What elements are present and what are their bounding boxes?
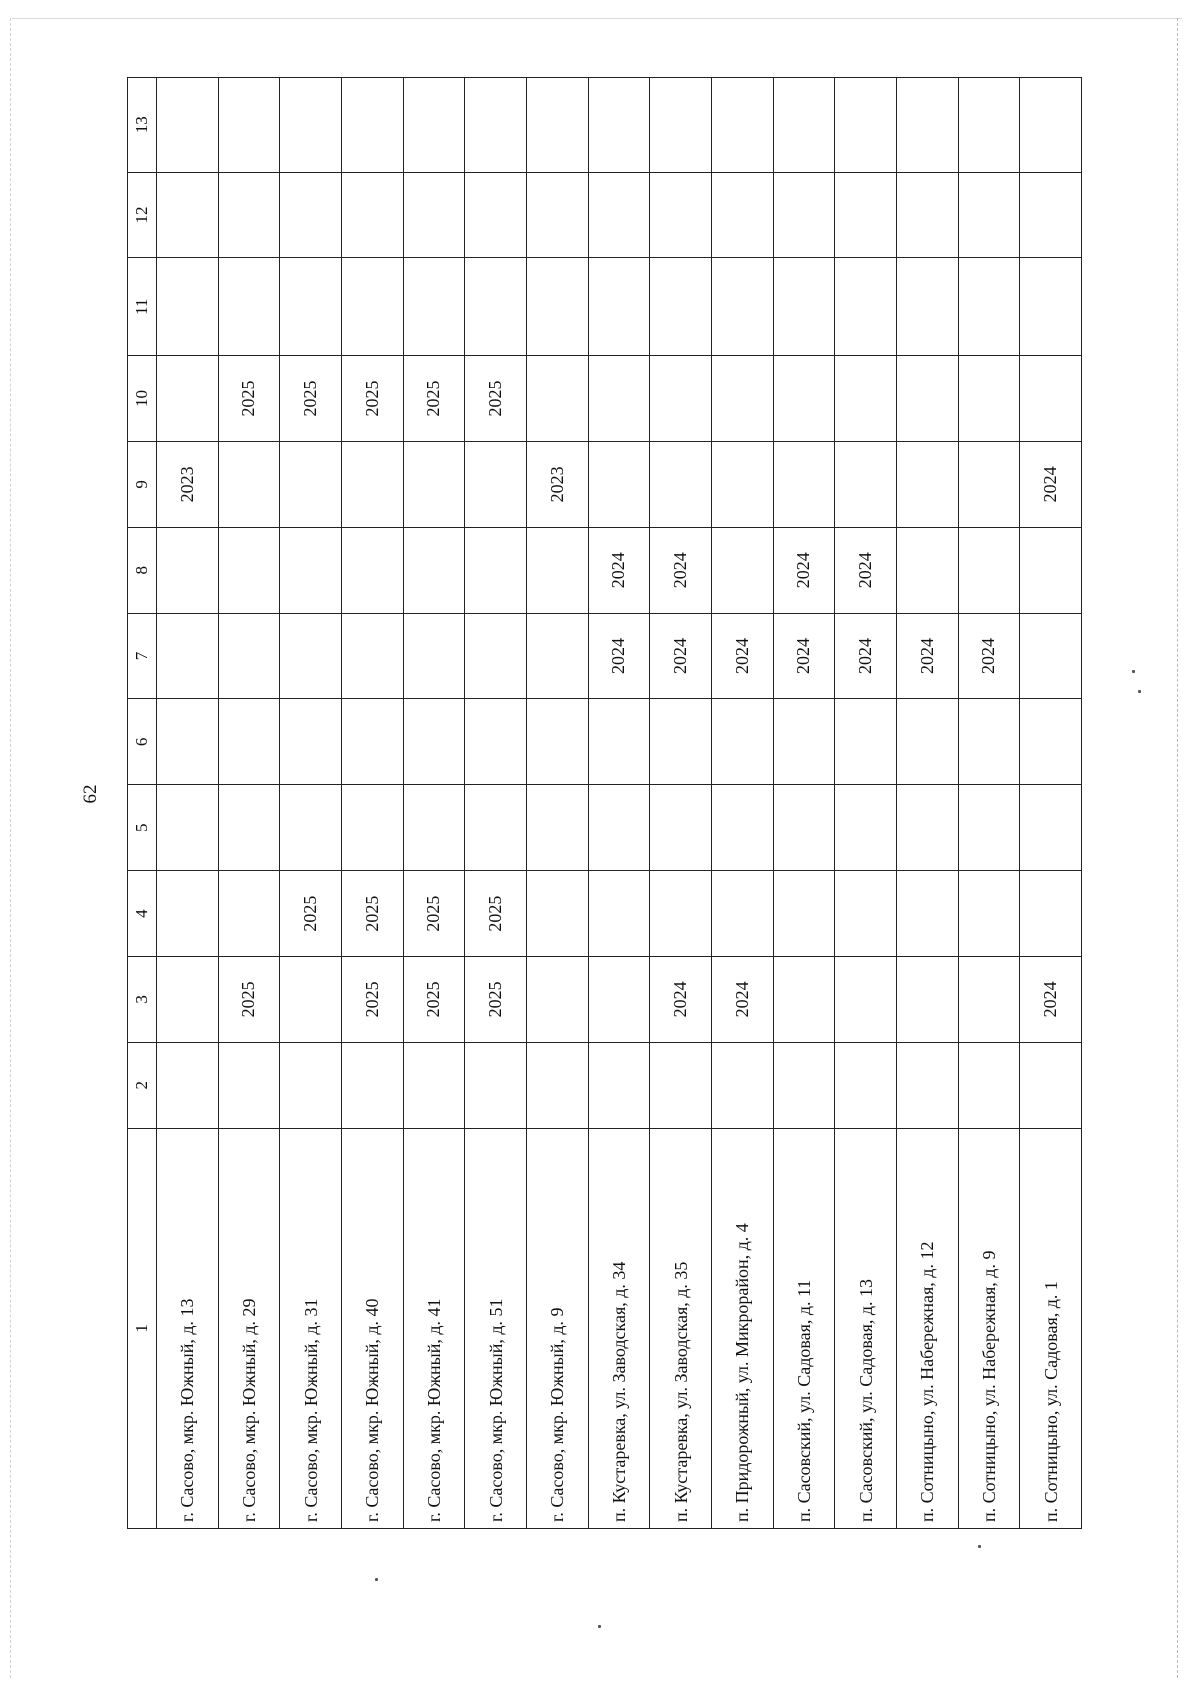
year-cell xyxy=(1020,1042,1082,1128)
address-cell: г. Сасово, мкр. Южный, д. 31 xyxy=(280,1128,342,1528)
year-cell: 2025 xyxy=(341,957,403,1043)
year-cell xyxy=(526,785,588,871)
year-cell xyxy=(650,871,712,957)
year-cell: 2025 xyxy=(280,356,342,442)
year-cell xyxy=(711,172,773,258)
year-cell xyxy=(1020,78,1082,173)
year-cell xyxy=(157,258,219,356)
year-cell xyxy=(773,356,835,442)
column-header: 9 xyxy=(128,441,157,527)
year-cell: 2024 xyxy=(958,613,1020,699)
address-cell: п. Придорожный, ул. Микрорайон, д. 4 xyxy=(711,1128,773,1528)
year-cell xyxy=(157,785,219,871)
year-cell xyxy=(526,871,588,957)
year-cell xyxy=(650,356,712,442)
year-cell xyxy=(526,527,588,613)
year-cell xyxy=(403,699,465,785)
table-row xyxy=(280,78,342,1529)
year-cell xyxy=(157,172,219,258)
year-cell xyxy=(773,258,835,356)
year-cell xyxy=(711,871,773,957)
year-cell xyxy=(341,613,403,699)
address-cell: г. Сасово, мкр. Южный, д. 41 xyxy=(403,1128,465,1528)
year-cell xyxy=(896,871,958,957)
year-cell xyxy=(588,78,650,173)
year-cell xyxy=(157,527,219,613)
year-cell xyxy=(526,613,588,699)
year-cell xyxy=(588,699,650,785)
table-row xyxy=(835,78,897,1529)
address-cell: г. Сасово, мкр. Южный, д. 29 xyxy=(218,1128,280,1528)
year-cell: 2025 xyxy=(218,957,280,1043)
scan-border-left xyxy=(10,18,11,1678)
year-cell xyxy=(465,527,527,613)
year-cell xyxy=(526,172,588,258)
year-cell xyxy=(650,258,712,356)
year-cell xyxy=(711,699,773,785)
table-body xyxy=(157,78,1082,1529)
year-cell: 2024 xyxy=(835,527,897,613)
year-cell xyxy=(526,699,588,785)
year-cell xyxy=(773,78,835,173)
year-cell xyxy=(958,78,1020,173)
year-cell xyxy=(218,613,280,699)
year-cell xyxy=(341,172,403,258)
year-cell: 2025 xyxy=(280,871,342,957)
column-header: 12 xyxy=(128,172,157,258)
year-cell xyxy=(773,871,835,957)
year-cell xyxy=(588,356,650,442)
year-cell xyxy=(341,441,403,527)
year-cell: 2025 xyxy=(341,356,403,442)
year-cell: 2025 xyxy=(403,356,465,442)
column-header: 4 xyxy=(128,871,157,957)
year-cell xyxy=(835,356,897,442)
scan-border-top xyxy=(12,18,1182,19)
address-cell: г. Сасово, мкр. Южный, д. 13 xyxy=(157,1128,219,1528)
year-cell xyxy=(896,356,958,442)
year-cell xyxy=(403,258,465,356)
year-cell xyxy=(465,258,527,356)
table-row xyxy=(465,78,527,1529)
year-cell xyxy=(341,785,403,871)
year-cell xyxy=(157,613,219,699)
year-cell xyxy=(465,172,527,258)
year-cell xyxy=(588,172,650,258)
scan-speck xyxy=(1132,670,1135,673)
column-header: 13 xyxy=(128,78,157,173)
table-row xyxy=(958,78,1020,1529)
table-row xyxy=(403,78,465,1529)
year-cell xyxy=(1020,527,1082,613)
column-header: 10 xyxy=(128,356,157,442)
year-cell xyxy=(958,1042,1020,1128)
year-cell xyxy=(280,1042,342,1128)
year-cell xyxy=(526,1042,588,1128)
year-cell xyxy=(650,785,712,871)
year-cell: 2024 xyxy=(896,613,958,699)
year-cell: 2025 xyxy=(403,871,465,957)
table-row xyxy=(896,78,958,1529)
year-cell xyxy=(465,78,527,173)
year-cell: 2024 xyxy=(588,613,650,699)
year-cell xyxy=(403,78,465,173)
year-cell xyxy=(218,258,280,356)
year-cell: 2024 xyxy=(711,957,773,1043)
year-cell: 2023 xyxy=(157,441,219,527)
page-number: 62 xyxy=(80,784,101,804)
year-cell xyxy=(465,613,527,699)
table-row xyxy=(526,78,588,1529)
address-cell: п. Сасовский, ул. Садовая, д. 11 xyxy=(773,1128,835,1528)
table-row xyxy=(1020,78,1082,1529)
year-cell xyxy=(835,258,897,356)
year-cell xyxy=(711,441,773,527)
column-header: 1 xyxy=(128,1128,157,1528)
year-cell: 2025 xyxy=(403,957,465,1043)
year-cell xyxy=(280,699,342,785)
year-cell xyxy=(588,871,650,957)
year-cell xyxy=(588,441,650,527)
column-header: 7 xyxy=(128,613,157,699)
year-cell: 2024 xyxy=(711,613,773,699)
year-cell xyxy=(896,699,958,785)
table-row xyxy=(588,78,650,1529)
column-header: 2 xyxy=(128,1042,157,1128)
year-cell xyxy=(958,258,1020,356)
year-cell xyxy=(526,78,588,173)
year-cell xyxy=(157,356,219,442)
year-cell xyxy=(465,699,527,785)
year-cell xyxy=(650,1042,712,1128)
address-cell: п. Сотницыно, ул. Набережная, д. 9 xyxy=(958,1128,1020,1528)
year-cell xyxy=(1020,258,1082,356)
year-cell xyxy=(650,441,712,527)
address-cell: г. Сасово, мкр. Южный, д. 40 xyxy=(341,1128,403,1528)
year-cell: 2024 xyxy=(650,527,712,613)
schedule-table xyxy=(127,77,1082,1529)
year-cell xyxy=(711,1042,773,1128)
year-cell xyxy=(958,871,1020,957)
year-cell xyxy=(403,613,465,699)
year-cell xyxy=(403,172,465,258)
year-cell xyxy=(157,957,219,1043)
year-cell xyxy=(341,699,403,785)
year-cell xyxy=(1020,356,1082,442)
year-cell xyxy=(341,527,403,613)
year-cell xyxy=(711,258,773,356)
column-header: 6 xyxy=(128,699,157,785)
year-cell xyxy=(773,957,835,1043)
address-cell: г. Сасово, мкр. Южный, д. 51 xyxy=(465,1128,527,1528)
year-cell xyxy=(835,871,897,957)
year-cell xyxy=(896,172,958,258)
year-cell xyxy=(773,785,835,871)
year-cell: 2024 xyxy=(588,527,650,613)
year-cell xyxy=(896,957,958,1043)
year-cell xyxy=(403,527,465,613)
year-cell xyxy=(835,441,897,527)
year-cell xyxy=(835,785,897,871)
year-cell xyxy=(341,78,403,173)
year-cell xyxy=(958,527,1020,613)
year-cell xyxy=(711,78,773,173)
year-cell xyxy=(218,527,280,613)
scan-speck xyxy=(1138,690,1141,693)
address-cell: п. Сотницыно, ул. Садовая, д. 1 xyxy=(1020,1128,1082,1528)
year-cell xyxy=(650,699,712,785)
year-cell xyxy=(1020,785,1082,871)
year-cell xyxy=(835,78,897,173)
year-cell: 2024 xyxy=(650,613,712,699)
year-cell xyxy=(1020,172,1082,258)
year-cell xyxy=(711,527,773,613)
year-cell: 2024 xyxy=(1020,441,1082,527)
header-row xyxy=(128,78,157,1529)
year-cell xyxy=(218,441,280,527)
year-cell xyxy=(341,258,403,356)
year-cell xyxy=(711,356,773,442)
rotated-table-wrapper xyxy=(127,77,1082,1529)
year-cell xyxy=(218,785,280,871)
year-cell xyxy=(835,172,897,258)
year-cell xyxy=(588,957,650,1043)
year-cell xyxy=(157,871,219,957)
year-cell xyxy=(588,785,650,871)
scan-speck xyxy=(375,1578,378,1581)
year-cell xyxy=(958,957,1020,1043)
year-cell xyxy=(341,1042,403,1128)
year-cell xyxy=(218,172,280,258)
table-row xyxy=(711,78,773,1529)
table-row xyxy=(218,78,280,1529)
year-cell xyxy=(711,785,773,871)
year-cell xyxy=(465,1042,527,1128)
year-cell xyxy=(958,785,1020,871)
address-cell: п. Сотницыно, ул. Набережная, д. 12 xyxy=(896,1128,958,1528)
address-cell: г. Сасово, мкр. Южный, д. 9 xyxy=(526,1128,588,1528)
year-cell xyxy=(896,258,958,356)
year-cell xyxy=(526,258,588,356)
address-cell: п. Кустаревка, ул. Заводская, д. 34 xyxy=(588,1128,650,1528)
year-cell: 2024 xyxy=(650,957,712,1043)
year-cell xyxy=(835,1042,897,1128)
table-row xyxy=(157,78,219,1529)
year-cell xyxy=(218,871,280,957)
year-cell xyxy=(280,172,342,258)
year-cell xyxy=(835,957,897,1043)
year-cell: 2025 xyxy=(465,957,527,1043)
year-cell xyxy=(465,441,527,527)
year-cell xyxy=(526,957,588,1043)
scan-speck xyxy=(978,1545,981,1548)
year-cell xyxy=(773,699,835,785)
table-row xyxy=(341,78,403,1529)
table-row xyxy=(773,78,835,1529)
year-cell: 2023 xyxy=(526,441,588,527)
year-cell xyxy=(218,78,280,173)
year-cell xyxy=(896,785,958,871)
year-cell xyxy=(958,356,1020,442)
year-cell: 2025 xyxy=(218,356,280,442)
year-cell: 2024 xyxy=(773,613,835,699)
table-row xyxy=(650,78,712,1529)
year-cell xyxy=(896,78,958,173)
year-cell xyxy=(280,441,342,527)
year-cell xyxy=(773,172,835,258)
year-cell xyxy=(958,441,1020,527)
address-cell: п. Кустаревка, ул. Заводская, д. 35 xyxy=(650,1128,712,1528)
scan-speck xyxy=(598,1625,601,1628)
year-cell: 2025 xyxy=(465,356,527,442)
year-cell xyxy=(650,172,712,258)
column-header: 3 xyxy=(128,957,157,1043)
year-cell xyxy=(403,785,465,871)
year-cell xyxy=(773,1042,835,1128)
year-cell: 2024 xyxy=(1020,957,1082,1043)
year-cell xyxy=(896,441,958,527)
column-header: 11 xyxy=(128,258,157,356)
column-header: 8 xyxy=(128,527,157,613)
year-cell xyxy=(218,699,280,785)
year-cell xyxy=(465,785,527,871)
year-cell xyxy=(773,441,835,527)
year-cell xyxy=(1020,613,1082,699)
address-cell: п. Сасовский, ул. Садовая, д. 13 xyxy=(835,1128,897,1528)
year-cell: 2024 xyxy=(835,613,897,699)
year-cell xyxy=(1020,699,1082,785)
year-cell xyxy=(280,785,342,871)
year-cell xyxy=(958,699,1020,785)
year-cell: 2024 xyxy=(773,527,835,613)
year-cell xyxy=(526,356,588,442)
year-cell xyxy=(958,172,1020,258)
year-cell xyxy=(835,699,897,785)
year-cell xyxy=(403,441,465,527)
year-cell xyxy=(1020,871,1082,957)
year-cell xyxy=(280,78,342,173)
year-cell xyxy=(896,1042,958,1128)
year-cell xyxy=(280,527,342,613)
year-cell xyxy=(896,527,958,613)
year-cell xyxy=(403,1042,465,1128)
year-cell xyxy=(650,78,712,173)
year-cell xyxy=(218,1042,280,1128)
year-cell: 2025 xyxy=(465,871,527,957)
year-cell xyxy=(280,258,342,356)
year-cell xyxy=(588,258,650,356)
year-cell xyxy=(157,1042,219,1128)
column-header: 5 xyxy=(128,785,157,871)
year-cell xyxy=(157,699,219,785)
year-cell xyxy=(280,957,342,1043)
year-cell: 2025 xyxy=(341,871,403,957)
year-cell xyxy=(588,1042,650,1128)
year-cell xyxy=(280,613,342,699)
scan-border-right xyxy=(1177,18,1178,1678)
year-cell xyxy=(157,78,219,173)
